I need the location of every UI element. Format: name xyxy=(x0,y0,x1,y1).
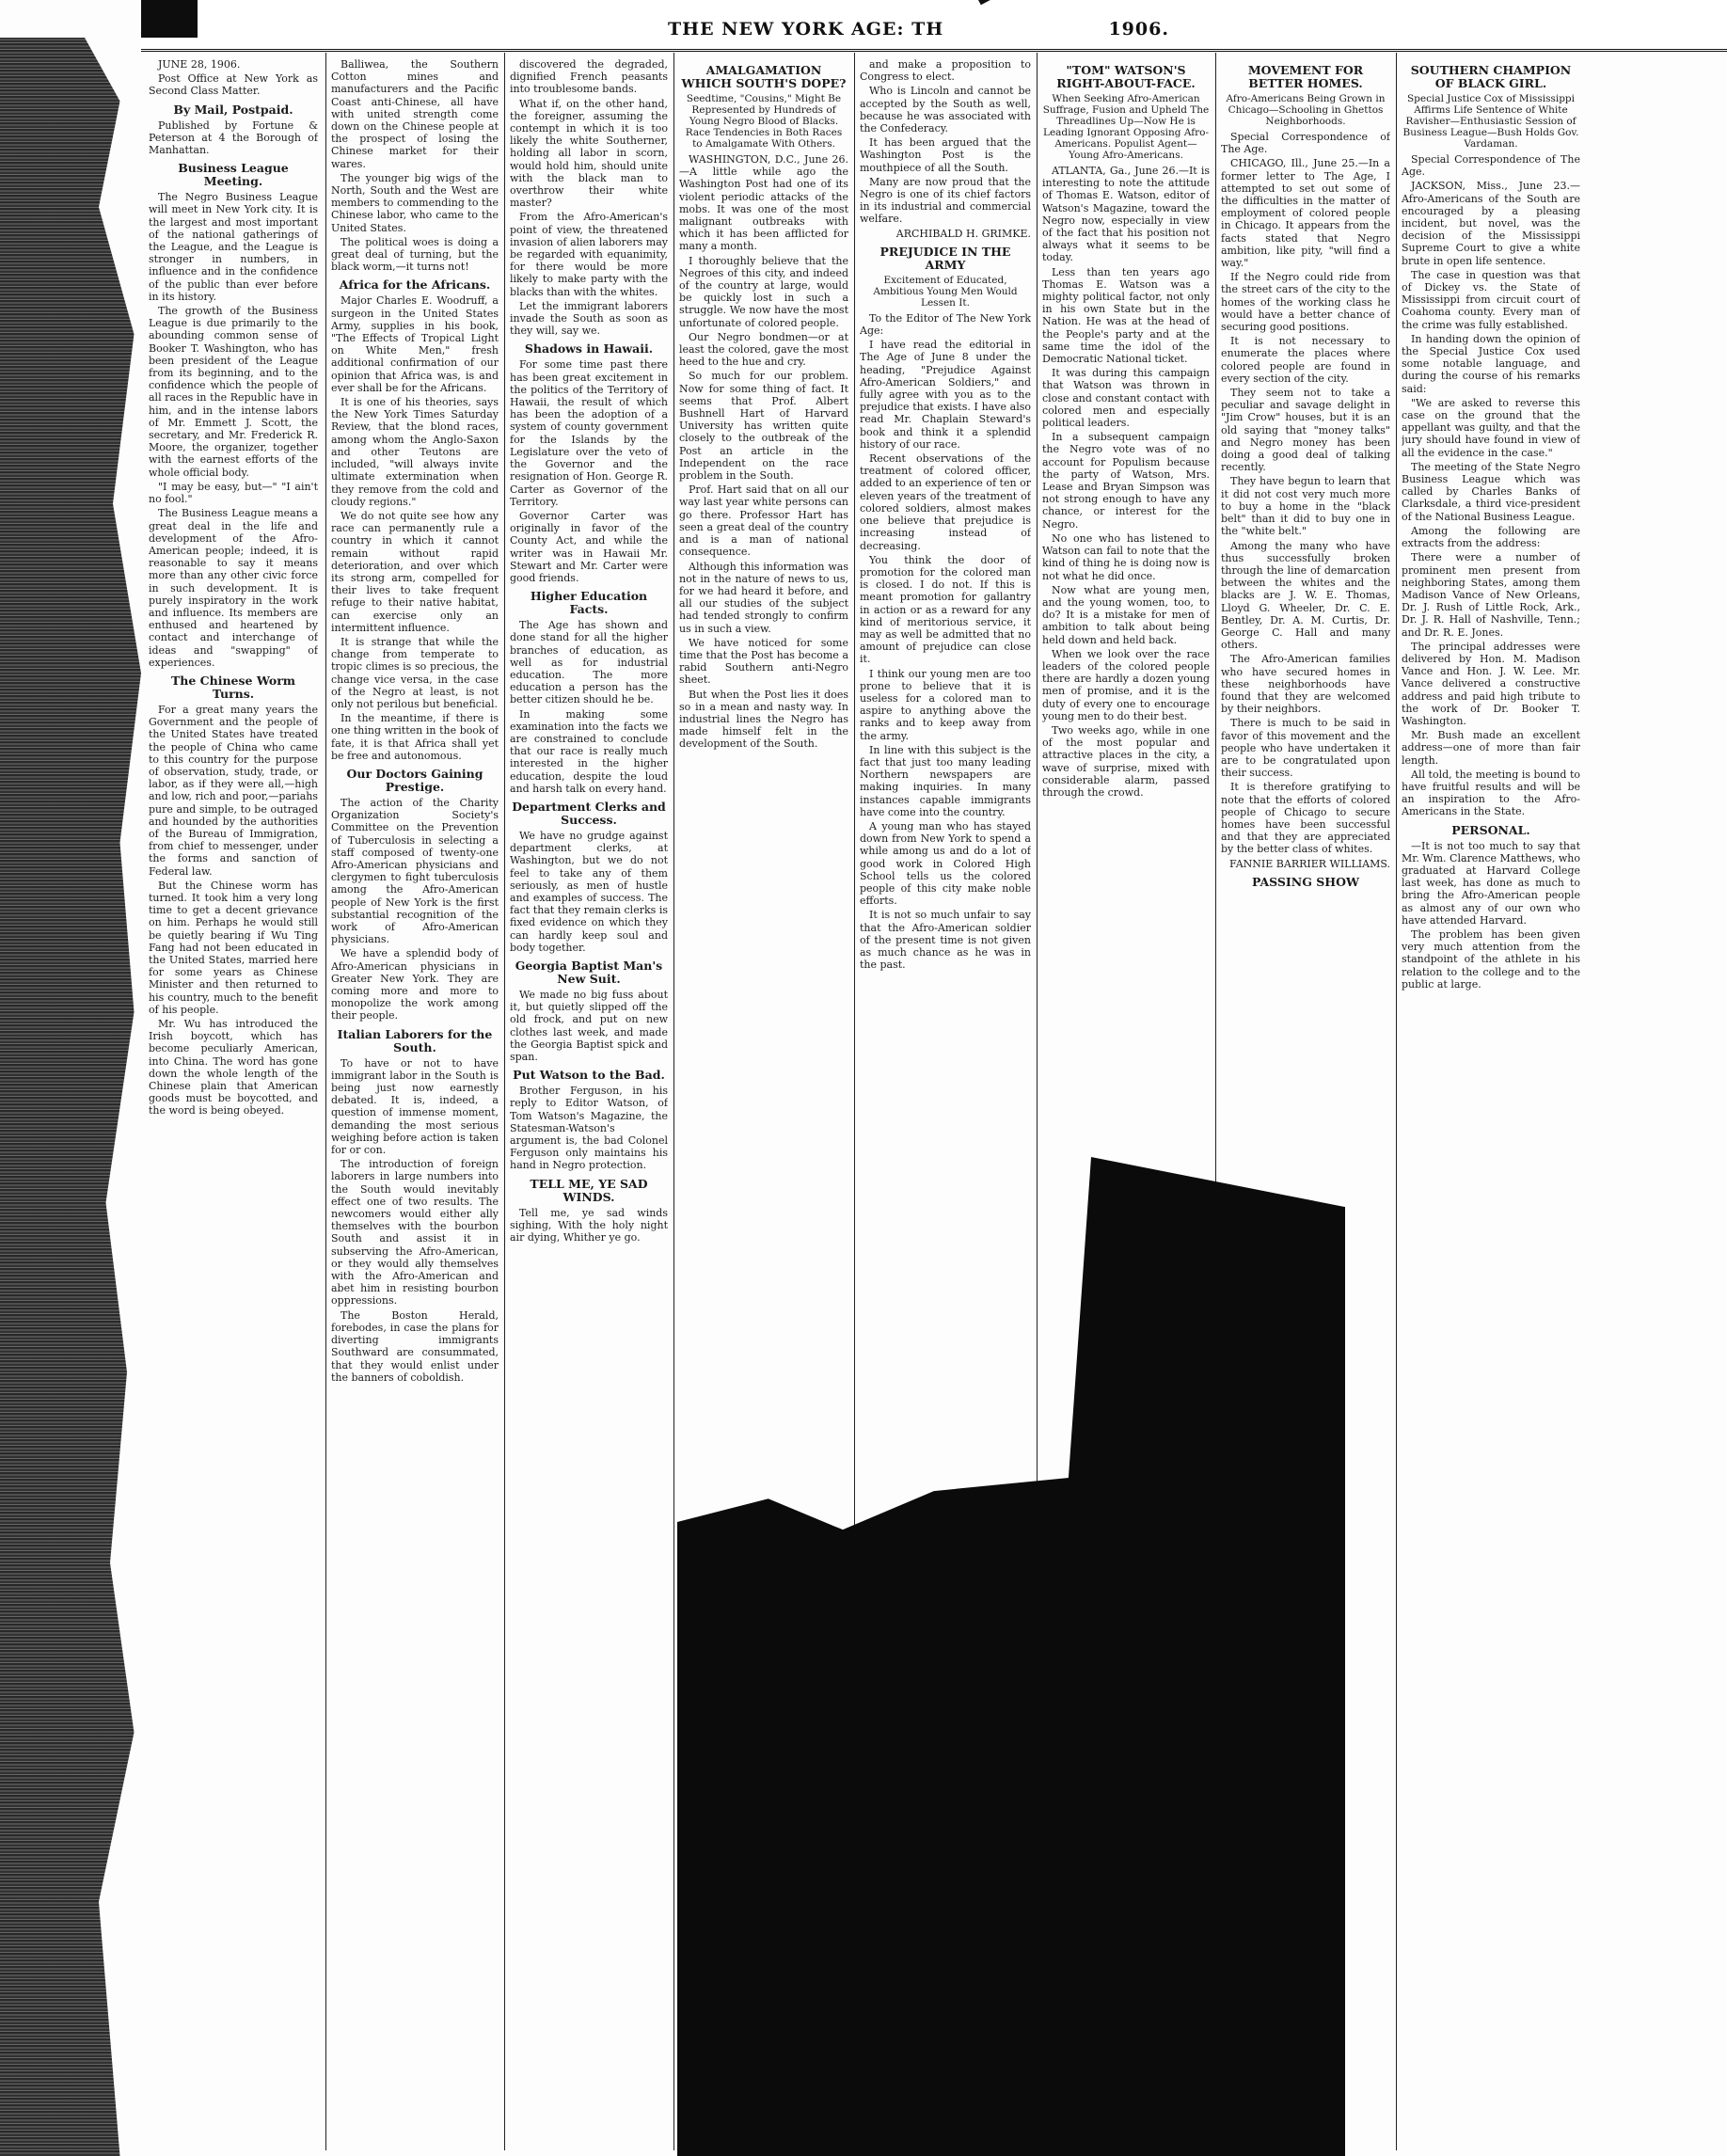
article-paragraph: If the Negro could ride from the street cars of the city to the homes of the working class he would have a better chance of securing good positions. xyxy=(1221,271,1390,334)
article-paragraph: JACKSON, Miss., June 23.—Afro-Americans of the South are encouraged by a pleasing incident, but novel, was the decision of the Mississippi Supreme Court to give a white brute in open life sentence. xyxy=(1402,180,1580,267)
article-paragraph: It is not so much unfair to say that the Afro-American soldier of the present time is not given as much chance as he was in the past. xyxy=(860,909,1031,972)
article-paragraph: The problem has been given very much attention from the standpoint of the athlete in his relation to the college and to the public at large. xyxy=(1402,927,1580,991)
article-paragraph: We have noticed for some time that the Post has become a rabid Southern anti-Negro sheet. xyxy=(679,636,848,687)
article-headline: The Chinese Worm Turns. xyxy=(170,673,296,701)
article-headline: Italian Laborers for the South. xyxy=(337,1026,493,1054)
article-paragraph: Special Correspondence of The Age. xyxy=(1402,153,1580,179)
article-paragraph: The introduction of foreign laborers in large numbers into the South would inevitably effect one of two results. The newcomers would either ally themselves with the bourbon South and assist it in subserving the Afro-American, or they would ally themselves with the Afro-American and abet him in resisting bourbon oppressions. xyxy=(331,1158,499,1308)
article-subheadline: When Seeking Afro-American Suffrage, Fusion and Upheld The Threadlines Up—Now He is Leading Ignorant Opposing Afro-Americans. Populist Agent—Young Afro-Americans. xyxy=(1042,93,1210,161)
scan-damage-stain xyxy=(1063,1157,1345,2156)
column-2 xyxy=(331,58,499,2151)
article-paragraph: We made no big fuss about it, but quietly slipped off the old frock, and put on new clothes last week, and made the Georgia Baptist spick and span. xyxy=(510,989,668,1064)
article-paragraph: A young man who has stayed down from New York to spend a while among us and do a lot of good work in Colored High School tells us the colored people of this city make noble efforts. xyxy=(860,819,1031,908)
article-headline: Shadows in Hawaii. xyxy=(524,341,654,357)
article-headline: Our Doctors Gaining Prestige. xyxy=(346,766,483,794)
article-headline: SOUTHERN CHAMPION OF BLACK GIRL. xyxy=(1410,63,1572,90)
article-paragraph: In handing down the opinion of the Special Justice Cox used some notable language, and during the course of his remarks said: xyxy=(1402,332,1580,395)
article-paragraph: From the Afro-American's point of view, the threatened invasion of alien laborers may be regarded with equanimity, for there would be more likely to make party with the blacks than with the whites. xyxy=(510,211,668,298)
article-paragraph: Let the immigrant laborers invade the South as soon as they will, say we. xyxy=(510,299,668,338)
article-paragraph: It is therefore gratifying to note that the efforts of colored people of Chicago to secure homes have been successful and that they are appreciated by the better class of whites. xyxy=(1221,781,1390,856)
column-6 xyxy=(1042,58,1210,1168)
article-paragraph: Among the following are extracts from the address: xyxy=(1402,524,1580,550)
article-headline: Higher Education Facts. xyxy=(530,589,648,617)
article-paragraph: Less than ten years ago Thomas E. Watson was a mighty political factor, not only in his own State but in the Nation. He was at the head of the People's party and at the same time the idol of the Democratic National ticket. xyxy=(1042,265,1210,366)
article-subheadline: Excitement of Educated, Ambitious Young Men Would Lessen It. xyxy=(873,274,1018,309)
article-signature: ARCHIBALD H. GRIMKE. xyxy=(895,227,1031,240)
article-paragraph: ATLANTA, Ga., June 26.—It is interesting to note the attitude of Thomas E. Watson, editor of Watson's Magazine, toward the Negro now, especially in view of the fact that his position not always what it seems to be today. xyxy=(1042,165,1210,264)
article-paragraph: The action of the Charity Organization Society's Committee on the Prevention of Tuberculosis in selecting a staff composed of twenty-one Afro-American physicians and clergymen to fight tuberculosis among the Afro-American people of New York is the first substantial recognition of the work of Afro-American physicians. xyxy=(331,796,499,946)
article-paragraph: The principal addresses were delivered by Hon. M. Madison Vance and Hon. J. W. Lee. Mr. Vance delivered a constructive address and paid high tribute to the work of Dr. Booker T. Washington. xyxy=(1402,640,1580,727)
article-paragraph: Who is Lincoln and cannot be accepted by the South as well, because he was associated with the Confederacy. xyxy=(860,85,1031,135)
column-rule xyxy=(1396,53,1397,2150)
article-paragraph: Mr. Wu has introduced the Irish boycott, which has become peculiarly American, into China. The word has gone down the whole length of the Chinese plain that American goods must be boycotted, and the word is being obeyed. xyxy=(149,1018,318,1118)
column-rule xyxy=(325,53,326,2150)
article-paragraph: No one who has listened to Watson can fail to note that the kind of thing he is doing now is not what he did once. xyxy=(1042,531,1210,582)
article-paragraph: The Age has shown and done stand for all the higher branches of education, as well as for industrial education. The more education a person has the better citizen should he be. xyxy=(510,619,668,706)
scan-left-edge-shadow xyxy=(0,38,141,2156)
article-paragraph: They seem not to take a peculiar and savage delight in "Jim Crow" houses, but it is an old saying that "money talks" and Negro money has been doing a good deal of talking recently. xyxy=(1221,387,1390,474)
article-paragraph: Our Negro bondmen—or at least the colored, gave the most heed to the hue and cry. xyxy=(679,330,848,369)
article-headline: Business League Meeting. xyxy=(178,161,289,189)
column-rule xyxy=(673,53,674,2150)
article-paragraph: The political woes is doing a great deal of turning, but the black worm,—it turns not! xyxy=(331,235,499,274)
paper-title-text: THE NEW YORK AGE: TH xyxy=(668,19,944,40)
article-paragraph: Tell me, ye sad winds sighing, With the holy night air dying, Whither ye go. xyxy=(510,1206,668,1244)
article-paragraph: To have or not to have immigrant labor in the South is being just now earnestly debated. It is, indeed, a question of immense moment, demanding the most serious weighing before action is taken for or con. xyxy=(331,1056,499,1157)
column-1 xyxy=(149,58,318,2151)
article-paragraph: When we look over the race leaders of the colored people there are hardly a dozen young men of promise, and it is the duty of every one to encourage young men to do their best. xyxy=(1042,647,1210,722)
article-subheadline: Seedtime, "Cousins," Might Be Represented by Hundreds of Young Negro Blood of Blacks. Race Tendencies in Both Races to Amalgamate With Others. xyxy=(685,93,843,150)
article-paragraph: The case in question was that of Dickey vs. the State of Mississippi from circuit court of Coahoma county. Every man of the crime was fully established. xyxy=(1402,268,1580,331)
article-paragraph: But when the Post lies it does so in a mean and nasty way. In industrial lines the Negro has made himself felt in the development of the South. xyxy=(679,688,848,751)
article-paragraph: Among the many who have thus successfully broken through the line of demarcation between the whites and the blacks are J. W. E. Thomas, Lloyd G. Wheeler, Dr. C. E. Bentley, Dr. A. M. Curtis, Dr. George C. Hall and many others. xyxy=(1221,539,1390,652)
article-paragraph: —It is not too much to say that Mr. Wm. Clarence Matthews, who graduated at Harvard College last week, has done as much to bring the Afro-American people as almost any of our own who have attended Harvard. xyxy=(1402,839,1580,927)
article-paragraph: Although this information was not in the nature of news to us, for we had heard it before, and all our studies of the subject had tended strongly to confirm us in such a view. xyxy=(679,560,848,635)
article-headline: TELL ME, YE SAD WINDS. xyxy=(530,1176,648,1204)
article-headline: Georgia Baptist Man's New Suit. xyxy=(515,959,663,986)
article-paragraph: In making some examination into the facts we are constrained to conclude that our race is really much interested in the higher education, despite the loud and harsh talk on every hand. xyxy=(510,707,668,795)
article-paragraph: Recent observations of the treatment of colored officer, added to an experience of ten or eleven years of the treatment of colored soldiers, almost makes one believe that prejudice is increasing instead of decreasing. xyxy=(860,452,1031,552)
article-paragraph: CHICAGO, Ill., June 25.—In a former letter to The Age, I attempted to set out some of the difficulties in the matter of employment of colored people in Chicago. It appears from the facts stated that Negro ambition, like pity, "will find a way." xyxy=(1221,157,1390,270)
article-headline: Put Watson to the Bad. xyxy=(513,1068,665,1083)
article-paragraph: The Business League means a great deal in the life and development of the Afro-American people; indeed, it is reasonable to say it means more than any other civic force in such development. It is purely inspiratory in the work and influence. Its members are enthused and heartened by contact and interchange of ideas and "swapping" of experiences. xyxy=(149,507,318,669)
article-paragraph: The Afro-American families who have secured homes in these neighborhoods have found that they are welcomed by their neighbors. xyxy=(1221,653,1390,716)
article-paragraph: Balliwea, the Southern Cotton mines and manufacturers and the Pacific Coast anti-Chinese, all have with united strength come down on the Chinese people at the prospect of losing the Chinese market for their wares. xyxy=(331,58,499,170)
article-paragraph: JUNE 28, 1906. xyxy=(158,58,241,71)
article-paragraph: It is strange that while the change from temperate to tropic climes is so precious, the change vice versa, in the case of the Negro at least, is not only not perilous but beneficial. xyxy=(331,635,499,710)
article-paragraph: The Negro Business League will meet in New York city. It is the largest and most important of the national gatherings of the League, and the League is stronger in numbers, in influence and in the confidence of the public than ever before in its history. xyxy=(149,191,318,303)
article-paragraph: Two weeks ago, while in one of the most popular and attractive places in the city, a wave of surprise, mixed with considerable alarm, passed through the crowd. xyxy=(1042,723,1210,799)
article-headline: PASSING SHOW xyxy=(1251,874,1360,889)
article-headline: PREJUDICE IN THE ARMY xyxy=(879,244,1011,272)
article-headline: By Mail, Postpaid. xyxy=(173,102,293,117)
article-paragraph: It was during this campaign that Watson was thrown in close and constant contact with colored men and especially political leaders. xyxy=(1042,367,1210,430)
article-paragraph: For some time past there has been great excitement in the politics of the Territory of Hawaii, the result of which has been the adoption of a system of county government for the Islands by the Legislature over the veto of the Governor and the resignation of Hon. George R. Carter as Governor of the Territory. xyxy=(510,358,668,508)
article-paragraph: I thoroughly believe that the Negroes of this city, and indeed of the country at large, would be quickly lost in such a struggle. We now have the most unfortunate of colored people. xyxy=(679,254,848,329)
article-paragraph: What if, on the other hand, the foreigner, assuming the contempt in which it is too likely the white Southerner, holding all labor in scorn, would hold him, should unite with the black man to overthrow their white master? xyxy=(510,97,668,210)
article-subheadline: Afro-Americans Being Grown in Chicago—Schooling in Ghettos Neighborhoods. xyxy=(1226,93,1386,127)
article-paragraph: Governor Carter was originally in favor of the County Act, and while the writer was in Hawaii Mr. Stewart and Mr. Carter were good friends. xyxy=(510,509,668,584)
column-4 xyxy=(679,58,848,1422)
article-signature: FANNIE BARRIER WILLIAMS. xyxy=(1229,857,1390,870)
article-paragraph: They have begun to learn that it did not cost very much more to buy a home in the "black belt" than it did to buy one in the "white belt." xyxy=(1221,475,1390,538)
article-paragraph: You think the door of promotion for the colored man is closed. I do not. If this is meant promotion for gallantry in action or as a reward for any kind of meritorious service, it may as well be admitted that no amount of prejudice can close it. xyxy=(860,553,1031,666)
paper-title xyxy=(668,19,1169,40)
column-8 xyxy=(1402,58,1580,2151)
article-paragraph: Now what are young men, and the young women, too, to do? It is a mistake for men of ambition to talk about being held down and held back. xyxy=(1042,583,1210,646)
column-3 xyxy=(510,58,668,2151)
article-paragraph: We have a splendid body of Afro-American physicians in Greater New York. They are coming more and more to monopolize the work among their people. xyxy=(331,947,499,1023)
article-paragraph: I have read the editorial in The Age of June 8 under the heading, "Prejudice Against Afro-American Soldiers," and fully agree with you as to the prejudice that exists. I have also read Mr. Chaplain Steward's book and think it a splendid history of our race. xyxy=(860,339,1031,451)
article-headline: "TOM" WATSON'S RIGHT-ABOUT-FACE. xyxy=(1056,63,1196,90)
scan-blot xyxy=(141,0,198,38)
column-rule xyxy=(504,53,505,2150)
article-paragraph: In line with this subject is the fact that just too many leading Northern newspapers are making inquiries. In many instances capable immigrants have come into the country. xyxy=(860,743,1031,818)
article-headline: AMALGAMATION WHICH SOUTH'S DOPE? xyxy=(681,63,847,90)
article-headline: MOVEMENT FOR BETTER HOMES. xyxy=(1247,63,1364,90)
scan-damage-stain xyxy=(677,1383,1091,2156)
article-paragraph: and make a proposition to Congress to elect. xyxy=(860,58,1031,84)
article-paragraph: The younger big wigs of the North, South and the West are members to commending to the Chinese labor, who came to the United States. xyxy=(331,171,499,234)
article-headline: Department Clerks and Success. xyxy=(512,799,666,827)
article-paragraph: Published by Fortune & Peterson at 4 the Borough of Manhattan. xyxy=(149,119,318,157)
article-paragraph: Brother Ferguson, in his reply to Editor Watson, of Tom Watson's Magazine, the Statesman-Watson's argument is, the bad Colonel Ferguson only maintains his hand in Negro protection. xyxy=(510,1085,668,1172)
paper-date: 1906. xyxy=(1108,19,1169,40)
article-paragraph: It has been argued that the Washington Post is the mouthpiece of all the South. xyxy=(860,136,1031,174)
article-paragraph: Many are now proud that the Negro is one of its chief factors in its industrial and commercial welfare. xyxy=(860,175,1031,226)
article-headline: PERSONAL. xyxy=(1451,822,1530,837)
article-paragraph: Major Charles E. Woodruff, a surgeon in the United States Army, supplies in his book, "The Effects of Tropical Light on White Men," fresh additional confirmation of our opinion that Africa was, is and ever shall be for the Africans. xyxy=(331,294,499,394)
article-paragraph: "We are asked to reverse this case on the ground that the appellant was guilty, and that the jury should have found in view of all the evidence in the case." xyxy=(1402,396,1580,459)
article-paragraph: "I may be easy, but—" "I ain't no fool." xyxy=(149,480,318,506)
article-paragraph: Post Office at New York as Second Class Matter. xyxy=(149,72,318,98)
article-paragraph: The Boston Herald, forebodes, in case the plans for diverting immigrants Southward are consummated, that they would enlist under the banners of coboldish. xyxy=(331,1308,499,1384)
article-paragraph: So much for our problem. Now for some thing of fact. It seems that Prof. Albert Bushnell Hart of Harvard University has written quite closely to the outbreak of the Post an article in the Independent on the race problem in the South. xyxy=(679,370,848,483)
article-paragraph: It is one of his theories, says the New York Times Saturday Review, that the blond races, among whom the Anglo-Saxon and other Teutons are included, "will always invite ultimate extermination when they remove from the cold and cloudy regions." xyxy=(331,396,499,508)
article-paragraph: The growth of the Business League is due primarily to the abounding common sense of Booker T. Washington, who has been president of the League from its beginning, and to the confidence which the people of all races in the Republic have in him, and in the intense labors of Mr. Emmett J. Scott, the secretary, and Mr. Frederick R. Moore, the organizer, together with the earnest efforts of the whole official body. xyxy=(149,305,318,479)
article-paragraph: Prof. Hart said that on all our way last year white persons can go there. Professor Hart has seen a great deal of the country and is a man of national consequence. xyxy=(679,484,848,559)
article-paragraph: But the Chinese worm has turned. It took him a very long time to get a decent grievance on him. Perhaps he would still be quietly bearing if Wu Ting Fang had not been educated in the United States, married here for some years as Chinese Minister and then returned to his country, much to the benefit of his people. xyxy=(149,879,318,1016)
article-paragraph: In a subsequent campaign the Negro vote was of no account for Populism because the party of Watson, Mrs. Lease and Bryan Simpson was not strong enough to have any chance, or interest for the Negro. xyxy=(1042,431,1210,531)
article-paragraph: There is much to be said in favor of this movement and the people who have undertaken it are to be congratulated upon their success. xyxy=(1221,717,1390,780)
article-paragraph: In the meantime, if there is one thing written in the book of fate, it is that Africa shall yet be free and autonomous. xyxy=(331,712,499,762)
article-paragraph: The meeting of the State Negro Business League which was called by Charles Banks of Clarksdale, a third vice-president of the National Business League. xyxy=(1402,460,1580,523)
article-paragraph: discovered the degraded, dignified French peasants into troublesome bands. xyxy=(510,58,668,96)
article-headline: Africa for the Africans. xyxy=(339,277,491,293)
article-paragraph: All told, the meeting is bound to have fruitful results and will be an inspiration to the Afro-Americans in the State. xyxy=(1402,768,1580,818)
article-paragraph: Special Correspondence of The Age. xyxy=(1221,131,1390,156)
article-subheadline: Special Justice Cox of Mississippi Affirms Life Sentence of White Ravisher—Enthusiastic Session of Business League—Bush Holds Gov. Vardaman. xyxy=(1402,93,1579,150)
article-paragraph: Mr. Bush made an excellent address—one of more than fair length. xyxy=(1402,729,1580,767)
article-paragraph: For a great many years the Government and the people of the United States have treated the people of China who came to this country for the purpose of observation, study, trade, or labor, as if they were all,—high and low, rich and poor,—pariahs pure and simple, to be outraged and hounded by the authorities of the Bureau of Immigration, from chief to messenger, under the forms and sanction of Federal law. xyxy=(149,703,318,878)
article-paragraph: It is not necessary to enumerate the places where colored people are found in every section of the city. xyxy=(1221,335,1390,385)
article-paragraph: We do not quite see how any race can permanently rule a country in which it cannot remain without rapid deterioration, and over which its strong arm, compelled for their lives to take frequent refuge to their native habitat, can exercise only an intermittent influence. xyxy=(331,509,499,634)
article-paragraph: To the Editor of The New York Age: xyxy=(860,311,1031,338)
column-5 xyxy=(860,58,1031,1422)
article-paragraph: WASHINGTON, D.C., June 26.—A little while ago the Washington Post had one of its violent periodic attacks of the mobs. It was one of the most malignant outbreaks with which it has been afflicted for many a month. xyxy=(679,153,848,253)
masthead xyxy=(141,0,1727,52)
article-paragraph: I think our young men are too prone to believe that it is useless for a colored man to aspire to anything above the ranks and to keep away from the army. xyxy=(860,667,1031,742)
article-paragraph: There were a number of prominent men present from neighboring States, among them Madison Vance of New Orleans, Dr. J. Rush of Little Rock, Ark., Dr. J. R. Hall of Nashville, Tenn.; and Dr. R. E. Jones. xyxy=(1402,551,1580,639)
article-paragraph: We have no grudge against department clerks, at Washington, but we do not feel to take any of them seriously, as men of hustle and examples of success. The fact that they remain clerks is fixed evidence on which they can hardly keep soul and body together. xyxy=(510,829,668,954)
